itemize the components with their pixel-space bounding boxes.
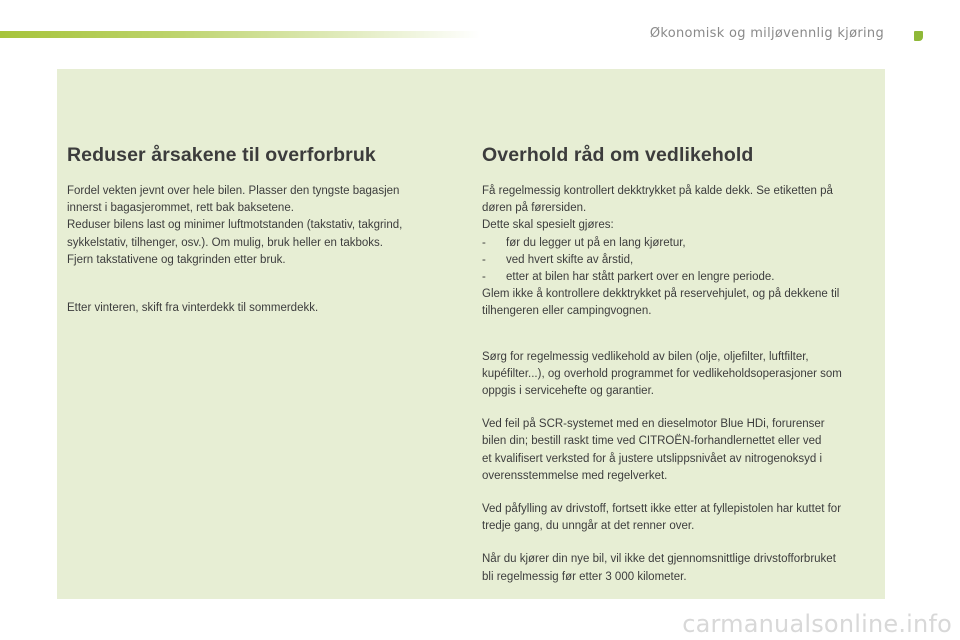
text-line: Fjern takstativene og takgrinden etter bruk. — [67, 253, 286, 266]
left-column — [67, 144, 437, 317]
bullet-dash: - — [482, 271, 486, 284]
list-item — [482, 235, 877, 252]
bullet-dash: - — [482, 253, 486, 266]
list-item — [482, 269, 877, 286]
text-line: innerst i bagasjerommet, rett bak baksetene. — [67, 202, 294, 215]
text-line: Dette skal spesielt gjøres: — [482, 219, 614, 232]
text-line: et kvalifisert verksted for å justere utslippsnivået av nitrogenoksyd i — [482, 452, 823, 465]
bullet-dash: - — [482, 236, 486, 249]
left-heading: Reduser årsakene til overforbruk — [67, 144, 376, 166]
list-item-text: ved hvert skifte av årstid, — [506, 253, 634, 266]
text-line: Reduser bilens last og minimer luftmotstanden (takstativ, takgrind, — [67, 219, 403, 232]
text-line: Fordel vekten jevnt over hele bilen. Plasser den tyngste bagasjen — [67, 185, 400, 197]
left-paragraph-1 — [67, 183, 437, 269]
text-line: bilen din; bestill raskt time ved CITROËN-forhandlernettet eller ved — [482, 435, 822, 448]
checklist — [482, 235, 877, 287]
header-accent-bar — [0, 31, 480, 38]
right-paragraph-5 — [482, 551, 877, 585]
text-line: tilhengeren eller campingvognen. — [482, 305, 652, 318]
text-line: oppgis i servicehefte og garantier. — [482, 385, 654, 398]
list-item-text: etter at bilen har stått parkert over en lengre periode. — [506, 271, 775, 284]
text-line: Ved feil på SCR-systemet med en dieselmotor Blue HDi, forurenser — [482, 418, 825, 431]
text-line: Ved påfylling av drivstoff, fortsett ikke etter at fyllepistolen har kuttet for — [482, 503, 842, 516]
right-paragraph-4 — [482, 501, 877, 535]
right-heading: Overhold råd om vedlikehold — [482, 144, 754, 166]
right-paragraph-1 — [482, 183, 877, 235]
left-paragraph-2: Etter vinteren, skift fra vinterdekk til sommerdekk. — [67, 302, 319, 315]
text-line: sykkelstativ, tilhenger, osv.). Om mulig, bruk heller en takboks. — [67, 236, 383, 249]
list-item — [482, 252, 877, 269]
text-line: kupéfilter...), og overhold programmet for vedlikeholdsoperasjoner som — [482, 367, 842, 380]
right-paragraph-3 — [482, 416, 877, 485]
list-item-text: før du legger ut på en lang kjøretur, — [506, 236, 686, 249]
text-line: tredje gang, du unngår at det renner over. — [482, 520, 695, 533]
right-paragraph-2 — [482, 349, 877, 401]
section-title: Økonomisk og miljøvennlig kjøring — [649, 26, 884, 41]
text-line: Når du kjører din nye bil, vil ikke det gjennomsnittlige drivstofforbruket — [482, 553, 836, 566]
text-line: overensstemmelse med regelverket. — [482, 469, 668, 482]
watermark-text: carmanualsonline.info — [682, 610, 952, 638]
content-panel — [57, 69, 885, 599]
text-line: Glem ikke å kontrollere dekktrykket på reservehjulet, og på dekkene til — [482, 288, 840, 301]
text-line: døren på førersiden. — [482, 202, 587, 215]
text-line: Sørg for regelmessig vedlikehold av bilen (olje, oljefilter, luftfilter, — [482, 350, 809, 363]
right-column — [482, 144, 877, 586]
text-line: Få regelmessig kontrollert dekktrykket på kalde dekk. Se etiketten på — [482, 185, 833, 197]
corner-tab-icon — [914, 31, 923, 41]
text-line: bli regelmessig før etter 3 000 kilometer. — [482, 570, 687, 583]
right-paragraph-1-end — [482, 286, 877, 320]
